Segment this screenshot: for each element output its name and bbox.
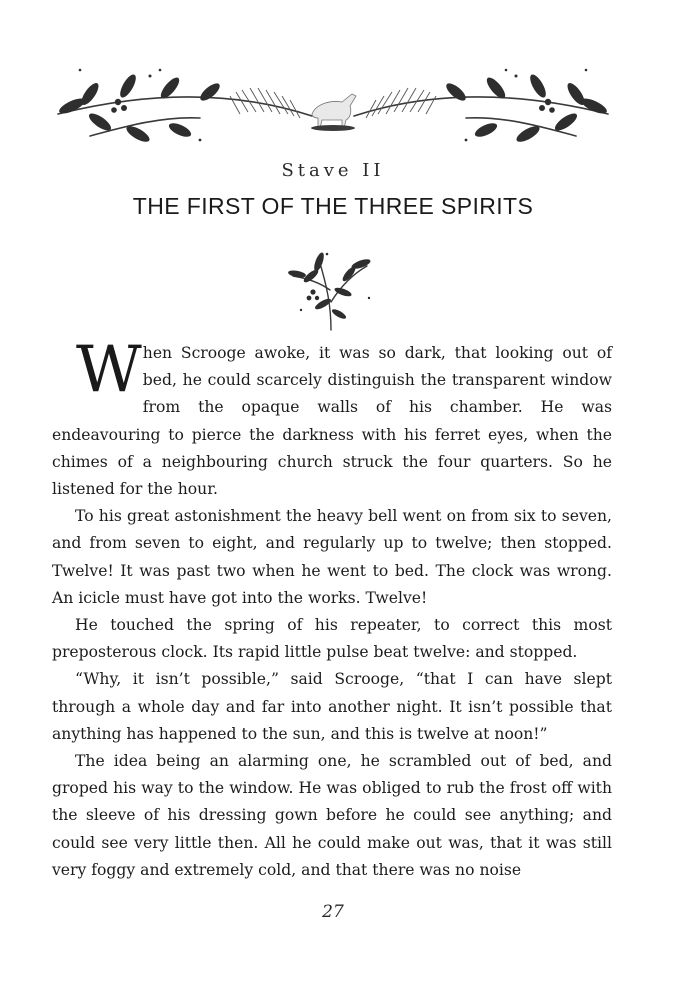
paragraph: To his great astonishment the heavy bell went on from six to seven, and from seven to eight, and regularly up to twelve; then stopped. Twelve! It was past two when he went to bed. The clock was wrong. An icicle must have got into the works. Twelve! (52, 507, 612, 607)
paragraph-text: hen Scrooge awoke, it was so dark, that looking out of bed, he could scarcely distinguish the transparent window from the opaque walls of his chamber. He was endeavouring to pierce the darkness with his ferret eyes, when the chimes of a neighbouring church struck the four quarters. So he listened for the hour. (52, 344, 612, 499)
page-number: 27 (322, 902, 344, 922)
drop-cap: W (76, 333, 142, 407)
paragraph: “Why, it isn’t possible,” said Scrooge, “that I can have slept through a whole day and far into another night. It isn’t possible that anything has happened to the sun, and this is twelve at noon!” (52, 670, 612, 743)
paragraph (52, 333, 612, 503)
chapter-body (52, 333, 612, 884)
leafy-sprig-icon (283, 246, 383, 336)
paragraph: The idea being an alarming one, he scrambled out of bed, and groped his way to the window. He was obliged to rub the frost off with the sleeve of his dressing gown before he could see anything; and could see very little then. All he could make out was, that it was still very foggy and extremely cold, and that there was no noise (52, 752, 612, 879)
botanical-garland-icon (50, 56, 616, 156)
chapter-title: THE FIRST OF THE THREE SPIRITS (132, 193, 534, 219)
paragraph: He touched the spring of his repeater, to correct this most preposterous clock. Its rapid little pulse beat twelve: and stopped. (52, 616, 612, 662)
chapter-number: Stave II (281, 160, 385, 181)
